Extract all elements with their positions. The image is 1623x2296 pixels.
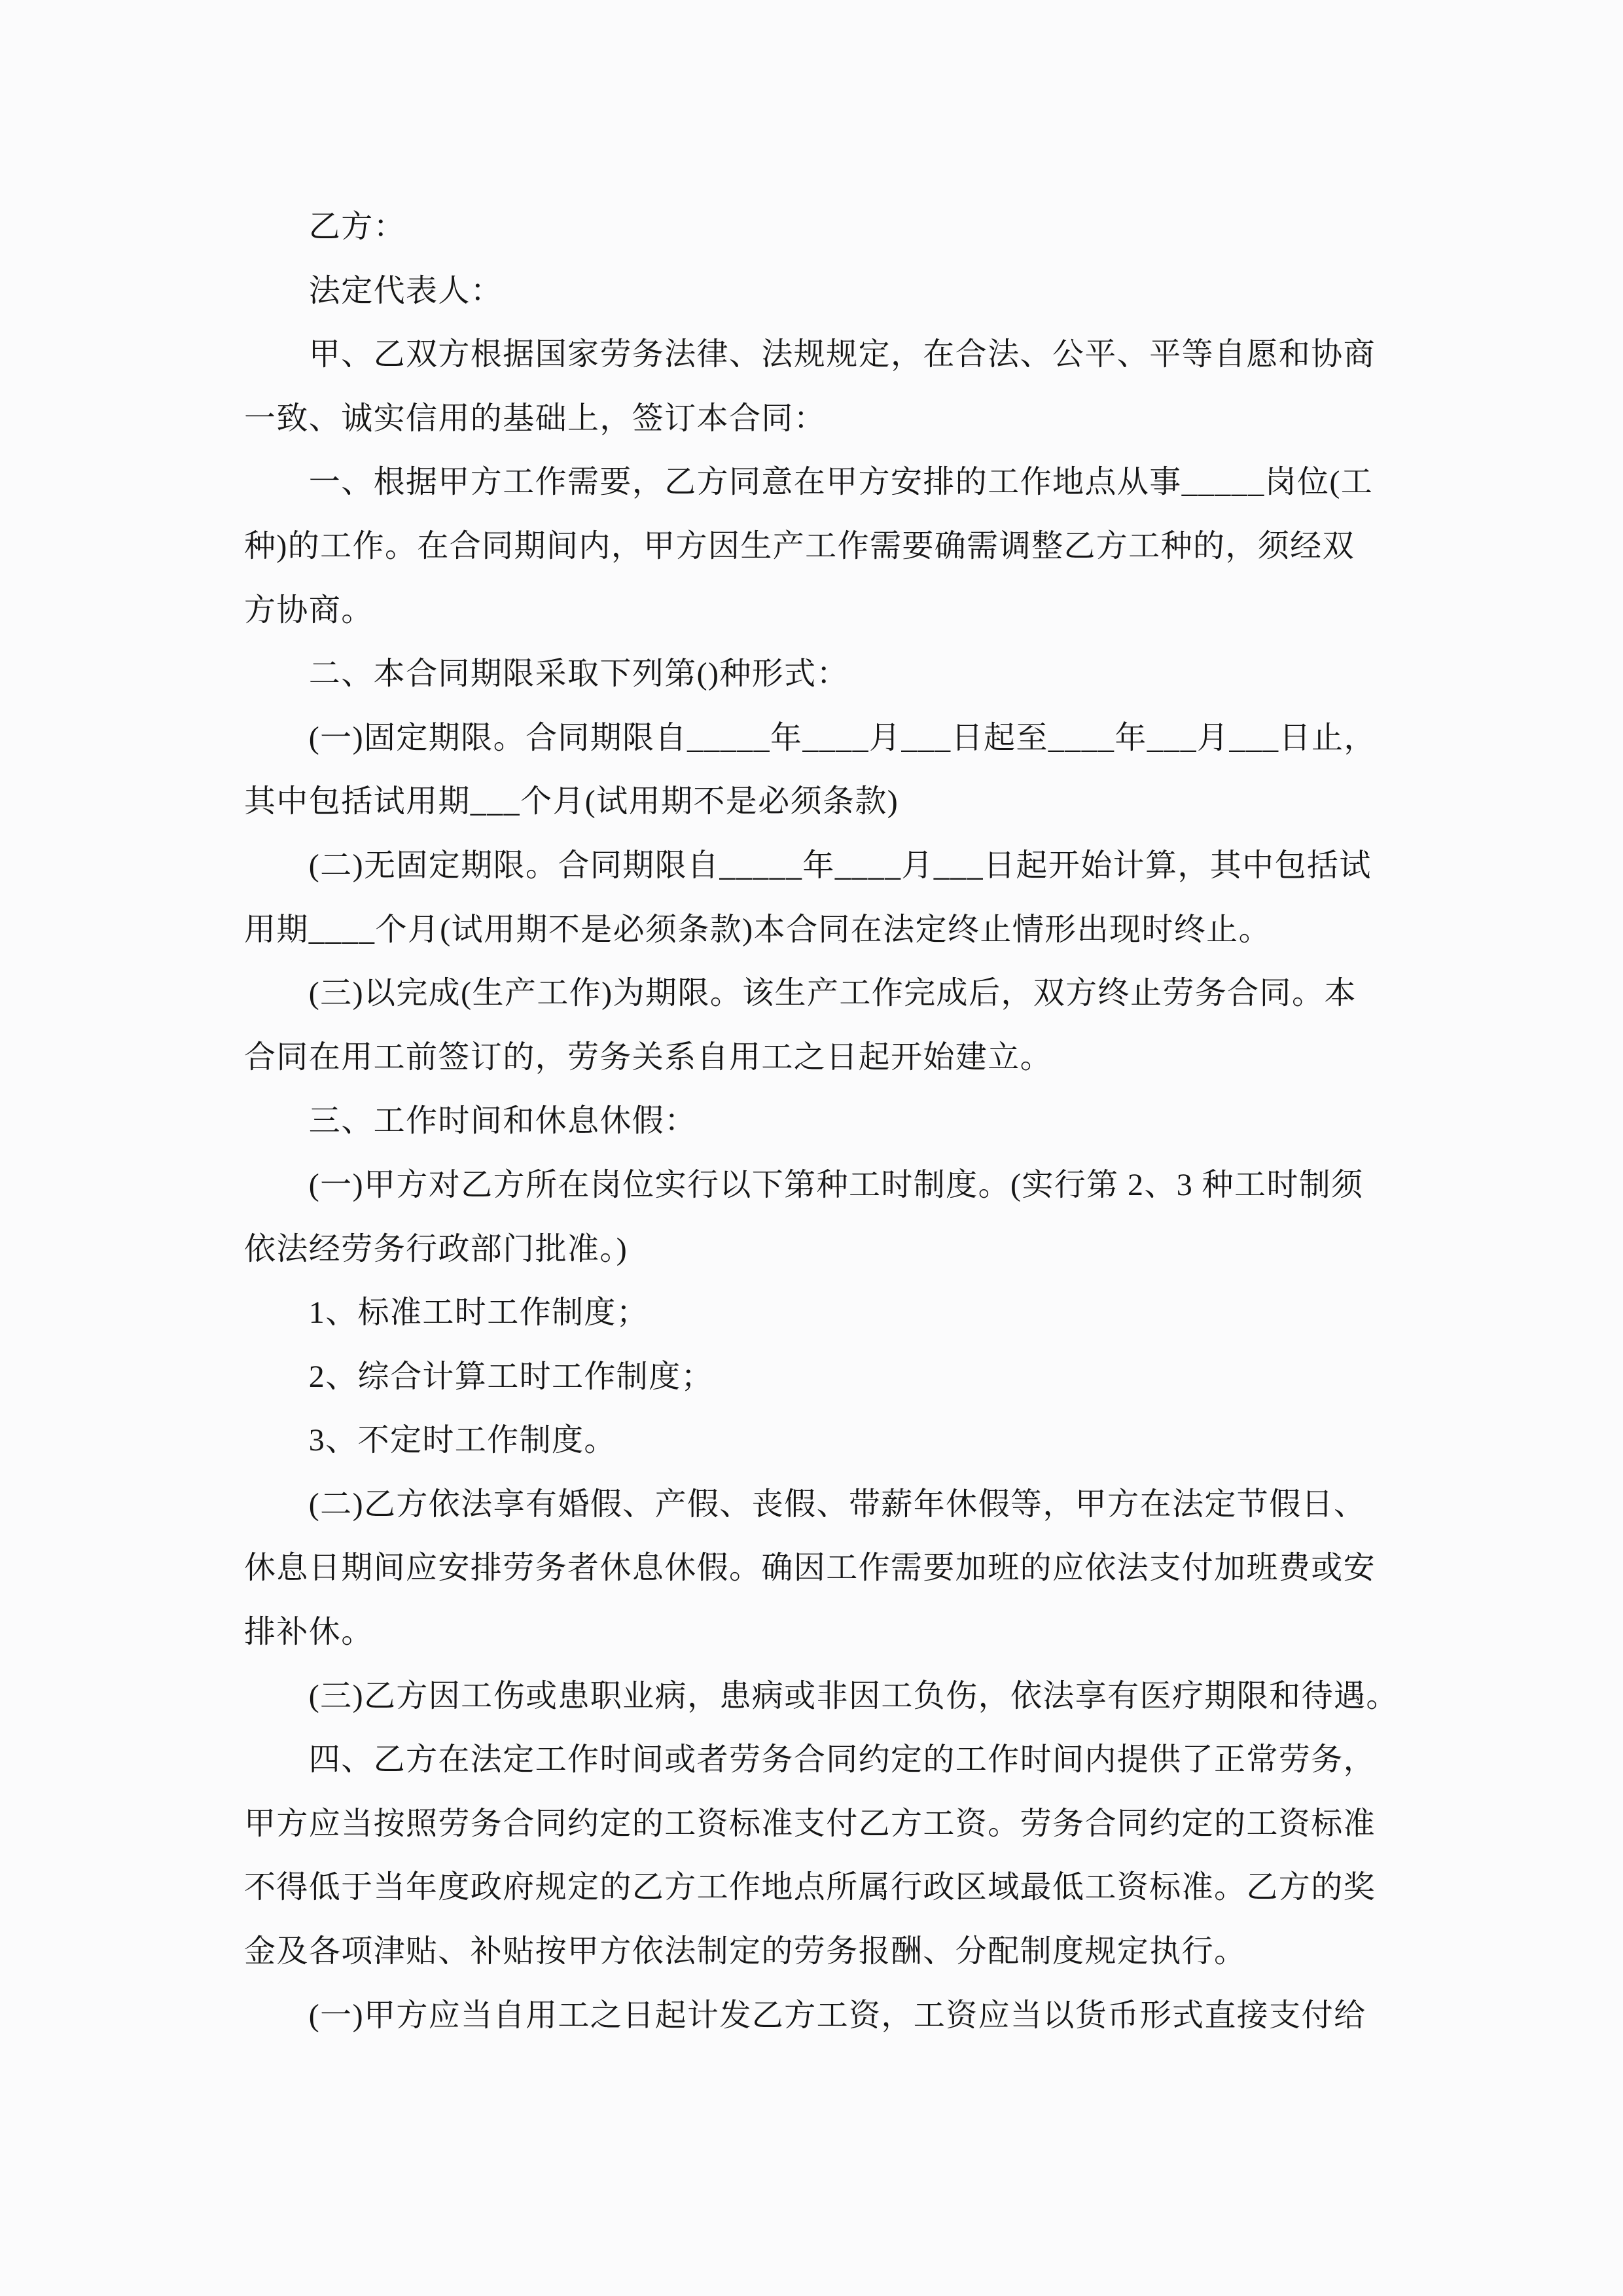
document-line: 一、根据甲方工作需要，乙方同意在甲方安排的工作地点从事_____岗位(工 — [244, 465, 1374, 500]
document-line: (二)无固定期限。合同期限自_____年____月___日起开始计算，其中包括试 — [244, 848, 1372, 883]
document-line: 其中包括试用期___个月(试用期不是必须条款) — [244, 784, 899, 819]
document-line: 法定代表人： — [244, 273, 503, 308]
document-line: 不得低于当年度政府规定的乙方工作地点所属行政区域最低工资标准。乙方的奖 — [244, 1870, 1376, 1905]
document-line: 金及各项津贴、补贴按甲方依法制定的劳务报酬、分配制度规定执行。 — [244, 1934, 1247, 1969]
document-line: (一)甲方对乙方所在岗位实行以下第种工时制度。(实行第 2、3 种工时制须 — [244, 1167, 1364, 1202]
document-line: 2、综合计算工时工作制度； — [244, 1359, 714, 1394]
document-line: 二、本合同期限采取下列第()种形式： — [244, 656, 849, 692]
document-line: 用期____个月(试用期不是必须条款)本合同在法定终止情形出现时终止。 — [244, 912, 1271, 947]
document-line: 四、乙方在法定工作时间或者劳务合同约定的工作时间内提供了正常劳务， — [244, 1742, 1376, 1778]
document-line: 种)的工作。在合同期间内，甲方因生产工作需要确需调整乙方工种的，须经双 — [244, 528, 1355, 564]
document-line: (一)固定期限。合同期限自_____年____月___日起至____年___月___日止， — [244, 720, 1376, 755]
document-line: (三)以完成(生产工作)为期限。该生产工作完成后，双方终止劳务合同。本 — [244, 976, 1357, 1011]
document-line: 一致、诚实信用的基础上，签订本合同： — [244, 401, 827, 436]
document-line: 合同在用工前签订的，劳务关系自用工之日起开始建立。 — [244, 1039, 1053, 1075]
document-text — [244, 195, 1399, 2047]
document-line: 3、不定时工作制度。 — [244, 1423, 616, 1458]
document-line: 方协商。 — [244, 592, 374, 628]
document-line: 甲方应当按照劳务合同约定的工资标准支付乙方工资。劳务合同约定的工资标准 — [244, 1806, 1376, 1841]
document-line: 甲、乙双方根据国家劳务法律、法规规定，在合法、公平、平等自愿和协商 — [244, 337, 1376, 372]
document-line: (一)甲方应当自用工之日起计发乙方工资，工资应当以货币形式直接支付给 — [244, 1998, 1366, 2033]
document-line: (三)乙方因工伤或患职业病，患病或非因工负伤，依法享有医疗期限和待遇。 — [244, 1678, 1399, 1713]
document-line: (二)乙方依法享有婚假、产假、丧假、带薪年休假等，甲方在法定节假日、 — [244, 1486, 1366, 1522]
document-line: 乙方： — [244, 209, 406, 244]
document-line: 三、工作时间和休息休假： — [244, 1103, 697, 1139]
document-line: 休息日期间应安排劳务者休息休假。确因工作需要加班的应依法支付加班费或安 — [244, 1551, 1376, 1586]
document-line: 排补休。 — [244, 1615, 374, 1650]
document-line: 依法经劳务行政部门批准。) — [244, 1231, 628, 1266]
document-line: 1、标准工时工作制度； — [244, 1295, 649, 1331]
